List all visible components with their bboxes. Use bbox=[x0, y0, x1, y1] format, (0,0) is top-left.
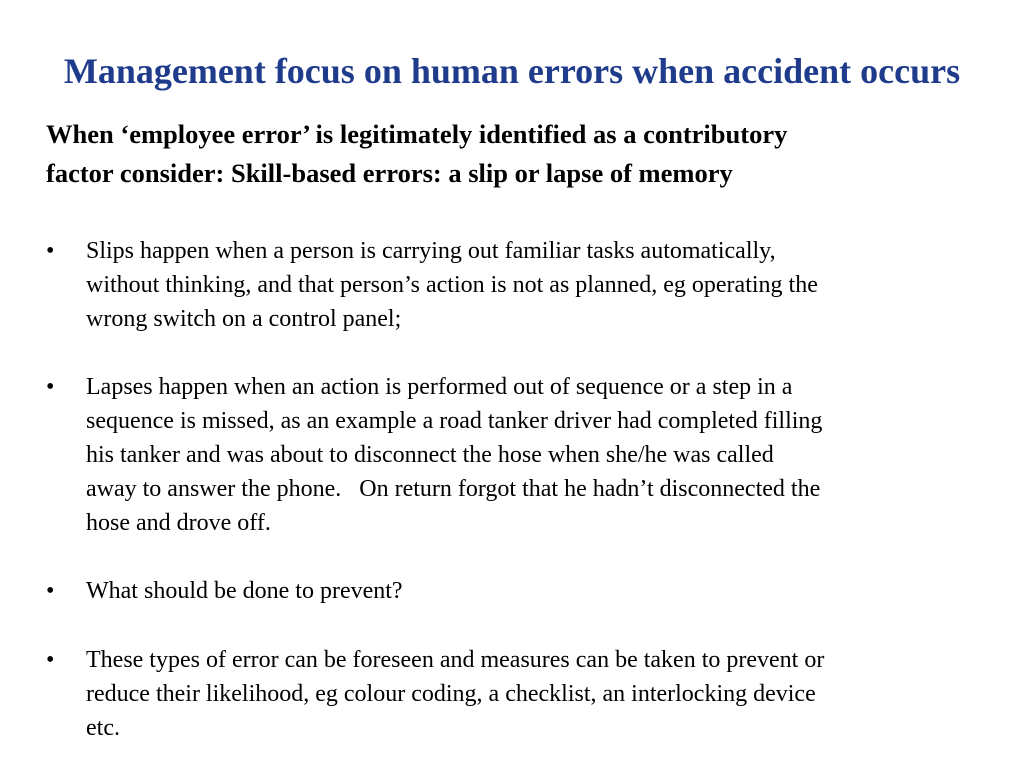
bullet-line: reduce their likelihood, eg colour coding, a checklist, an interlocking device bbox=[86, 681, 816, 707]
bullet-icon: • bbox=[46, 374, 55, 400]
bullet-line: etc. bbox=[86, 715, 120, 741]
bullet-item bbox=[46, 574, 996, 608]
bullet-line: sequence is missed, as an example a road tanker driver had completed filling bbox=[86, 408, 823, 434]
slide-title: Management focus on human errors when accident occurs bbox=[63, 51, 961, 91]
bullet-item bbox=[46, 234, 996, 336]
bullet-icon: • bbox=[46, 238, 55, 264]
bullet-line: These types of error can be foreseen and measures can be taken to prevent or bbox=[86, 647, 825, 673]
bullet-text bbox=[86, 234, 996, 336]
subheading-line: factor consider: Skill-based errors: a slip or lapse of memory bbox=[46, 158, 733, 188]
bullet-text bbox=[86, 370, 996, 540]
bullet-icon: • bbox=[46, 578, 55, 604]
bullet-line: What should be done to prevent? bbox=[86, 578, 403, 604]
subheading-line: When ‘employee error’ is legitimately identified as a contributory bbox=[46, 119, 788, 149]
subheading bbox=[46, 115, 986, 193]
bullet-line: hose and drove off. bbox=[86, 510, 271, 536]
bullet-line: without thinking, and that person’s action is not as planned, eg operating the bbox=[86, 272, 818, 298]
bullet-line: Lapses happen when an action is performed out of sequence or a step in a bbox=[86, 374, 793, 400]
bullet-line: his tanker and was about to disconnect the hose when she/he was called bbox=[86, 442, 774, 468]
bullet-list-lapses bbox=[46, 370, 996, 540]
bullet-line: away to answer the phone. On return forgot that he hadn’t disconnected the bbox=[86, 476, 821, 502]
bullet-icon: • bbox=[46, 647, 55, 673]
bullet-text bbox=[86, 643, 996, 745]
bullet-line: Slips happen when a person is carrying out familiar tasks automatically, bbox=[86, 238, 776, 264]
bullet-list-measures bbox=[46, 643, 996, 745]
bullet-text bbox=[86, 574, 996, 608]
bullet-item bbox=[46, 370, 996, 540]
bullet-item bbox=[46, 643, 996, 745]
bullet-line: wrong switch on a control panel; bbox=[86, 306, 402, 332]
bullet-list-question bbox=[46, 574, 996, 608]
bullet-list-slips bbox=[46, 234, 996, 336]
